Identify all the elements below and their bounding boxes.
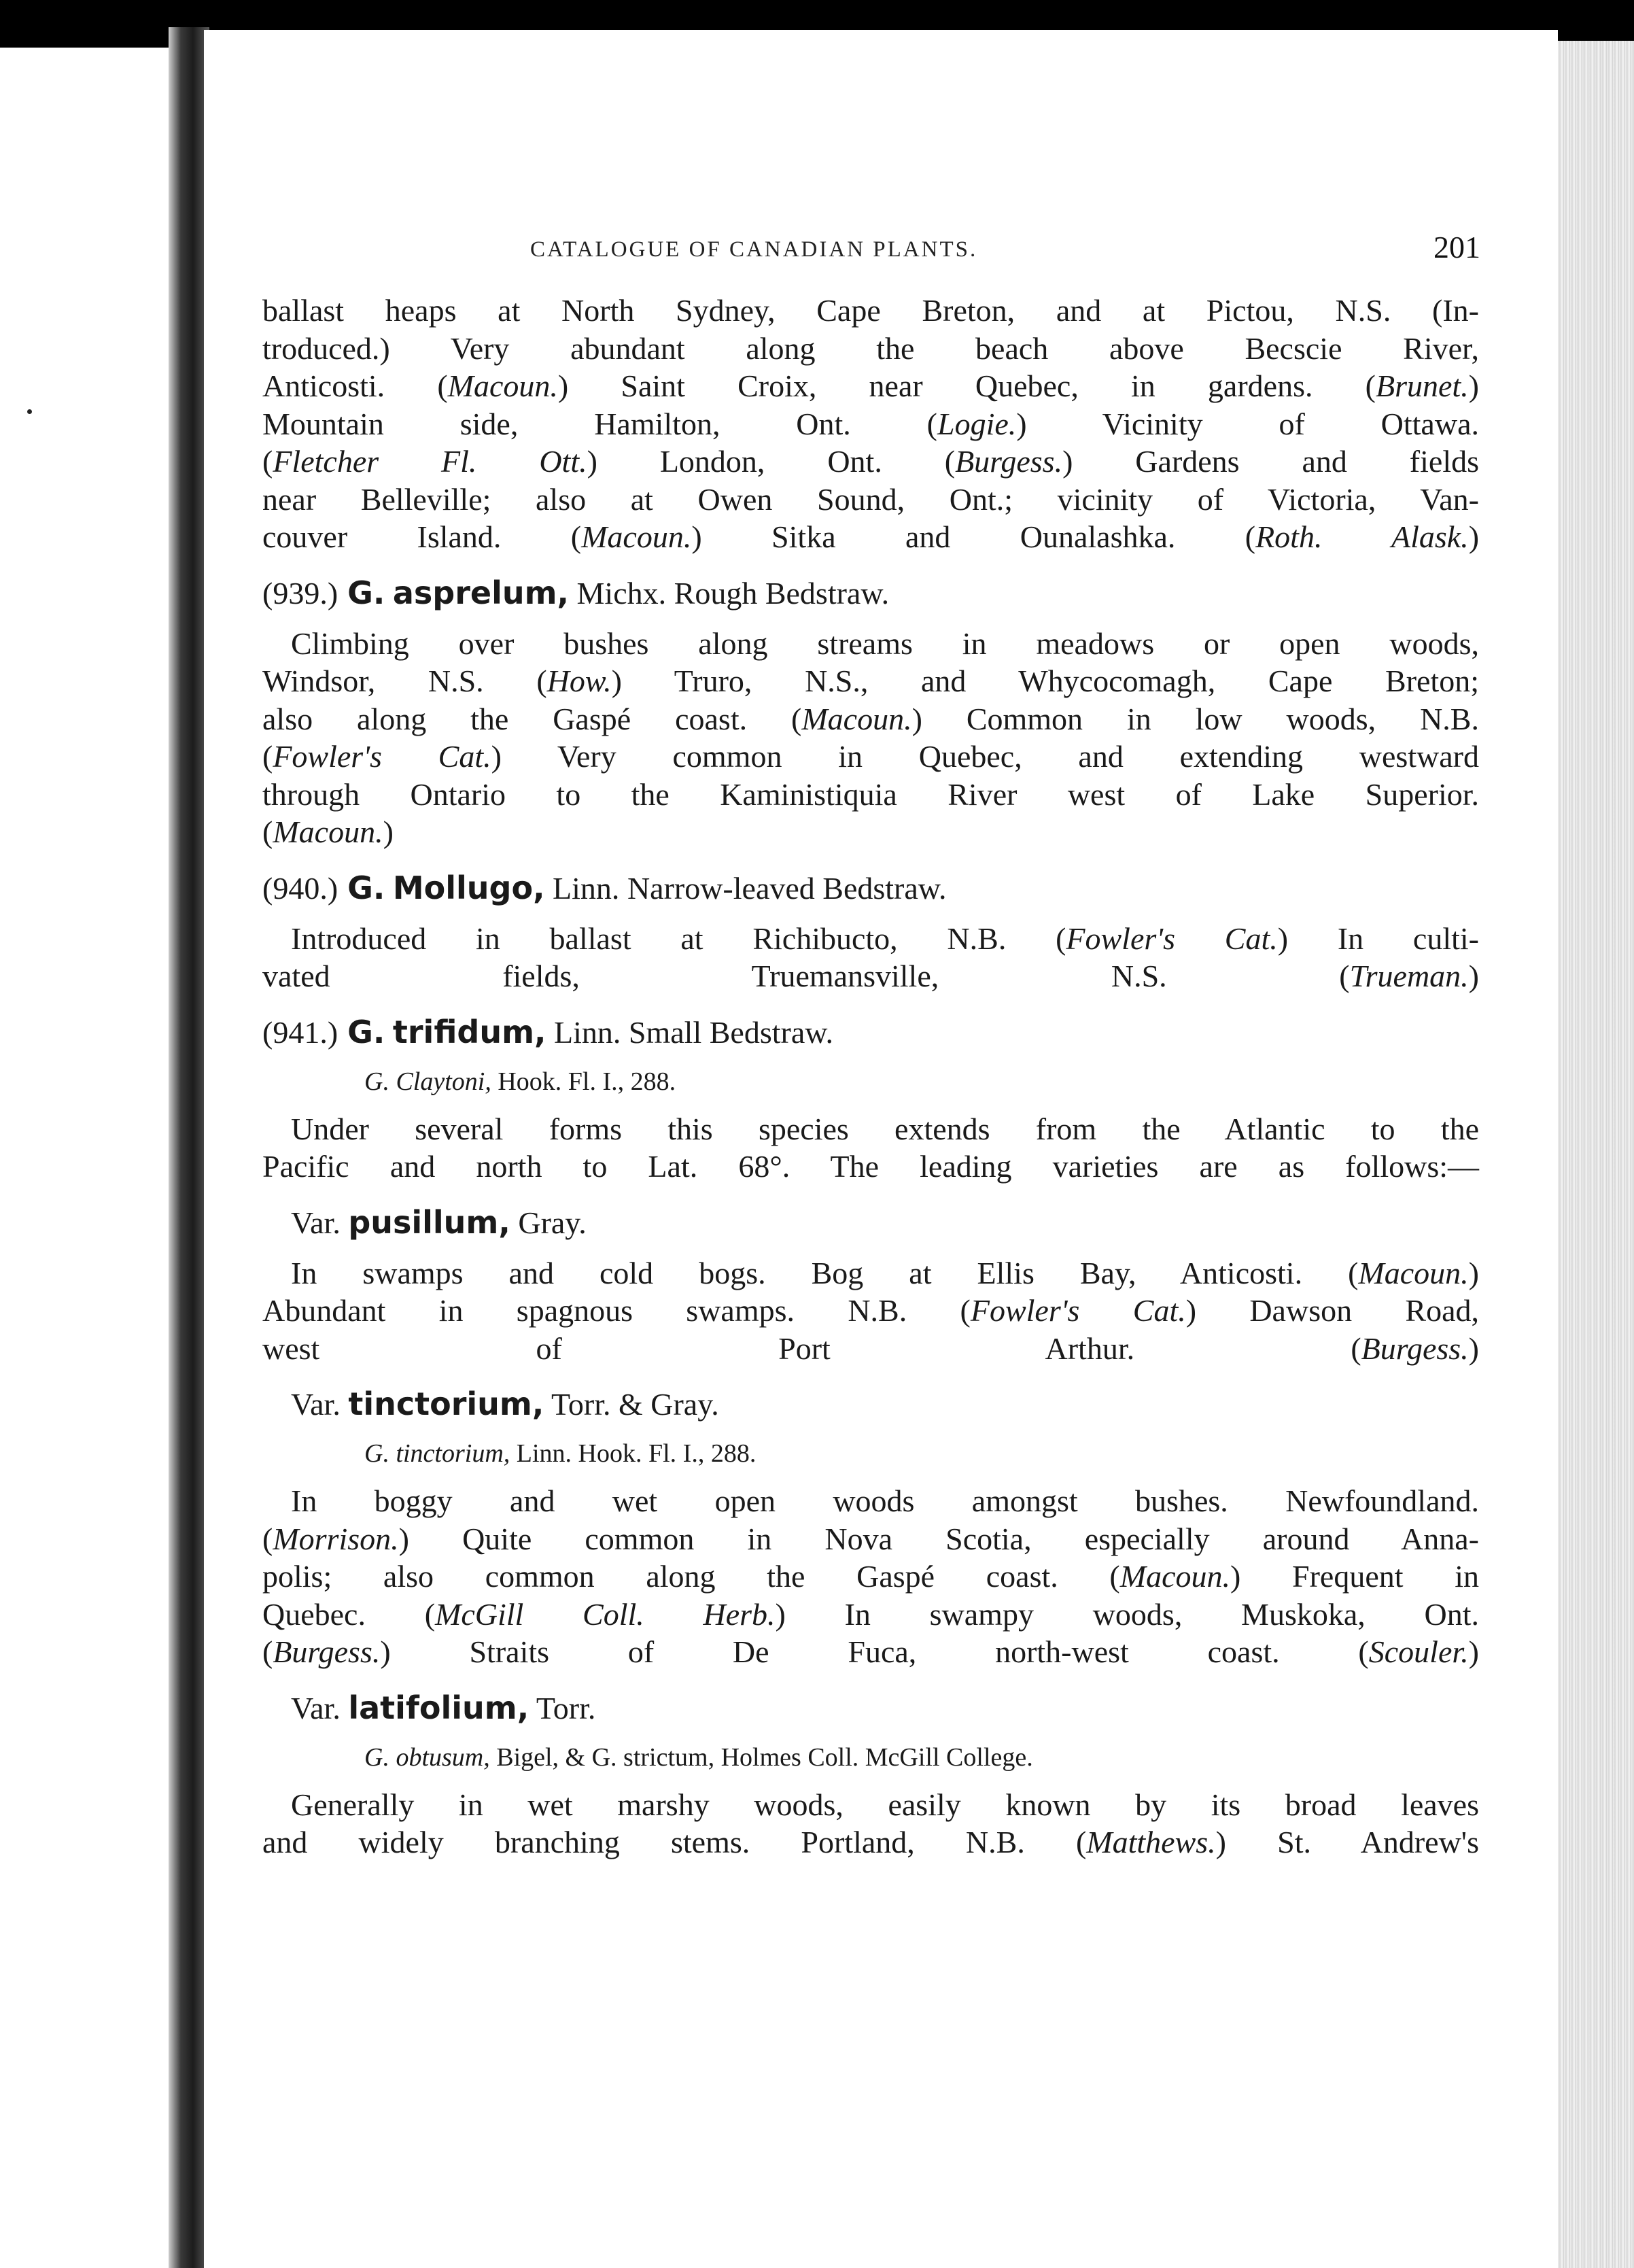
paragraph <box>262 920 1479 995</box>
line: Quebec. (McGill Coll. Herb.) In swampy woods, Muskoka, Ont. <box>262 1596 1479 1632</box>
author-citation: Torr. <box>536 1690 596 1725</box>
common-name: Narrow-leaved Bedstraw. <box>627 870 947 906</box>
line: through Ontario to the Kaministiquia River west of Lake Superior. <box>262 776 1479 812</box>
line: (Macoun.) <box>262 814 394 849</box>
species-name: Mollugo, <box>392 869 545 906</box>
line: also along the Gaspé coast. (Macoun.) Common in low woods, N.B. <box>262 701 1479 736</box>
line: near Belleville; also at Owen Sound, Ont.; vicinity of Victoria, Van- <box>262 481 1479 517</box>
page-stack-edge <box>1558 41 1634 2268</box>
variety-heading <box>262 1202 1479 1243</box>
line: (Fletcher Fl. Ott.) London, Ont. (Burgess.) Gardens and fields <box>262 444 1479 479</box>
variety-label: Var. <box>291 1205 341 1240</box>
variety-label: Var. <box>291 1690 341 1725</box>
line: In boggy and wet open woods amongst bushes. Newfoundland. <box>291 1483 1479 1518</box>
variety-name: pusillum, <box>348 1203 510 1241</box>
paragraph <box>262 292 1479 556</box>
author-citation: Torr. & Gray. <box>551 1387 719 1422</box>
synonym-name: G. obtusum, <box>364 1742 490 1772</box>
book-page <box>204 30 1558 2268</box>
scan-speck <box>27 409 32 414</box>
author-citation: Linn. <box>553 870 620 906</box>
genus-abbrev: G. <box>347 869 385 906</box>
species-heading <box>262 867 1479 909</box>
line: Windsor, N.S. (How.) Truro, N.S., and Whycocomagh, Cape Breton; <box>262 664 1479 698</box>
species-name: trifidum, <box>392 1013 546 1050</box>
synonym-name: G. tinctorium, <box>364 1439 510 1468</box>
genus-abbrev: G. <box>347 1013 385 1050</box>
common-name: Small Bedstraw. <box>628 1014 833 1050</box>
species-heading <box>262 572 1479 614</box>
line: and widely branching stems. Portland, N.B. (Matthews.) St. Andrew's <box>262 1825 1479 1859</box>
synonym-line <box>262 1064 1479 1099</box>
line: ballast heaps at North Sydney, Cape Breton, and at Pictou, N.S. (In- <box>262 293 1479 328</box>
line: (Fowler's Cat.) Very common in Quebec, and extending westward <box>262 739 1479 774</box>
synonym-line <box>262 1740 1479 1775</box>
line: (Burgess.) Straits of De Fuca, north-west coast. (Scouler.) <box>262 1634 1479 1669</box>
line: west of Port Arthur. (Burgess.) <box>262 1330 1479 1366</box>
species-name: asprelum, <box>392 574 570 611</box>
line: vated fields, Truemansville, N.S. (Trueman.) <box>262 959 1479 993</box>
author-citation: Michx. <box>576 575 667 611</box>
book-gutter <box>169 27 209 2268</box>
paragraph <box>262 1482 1479 1671</box>
author-citation: Linn. <box>554 1014 621 1050</box>
author-citation: Gray. <box>518 1205 587 1240</box>
species-number: (940.) <box>262 870 338 906</box>
line: In swamps and cold bogs. Bog at Ellis Bay, Anticosti. (Macoun.) <box>291 1255 1479 1290</box>
genus-abbrev: G. <box>347 574 385 611</box>
paragraph <box>262 1254 1479 1368</box>
catalogue-text <box>262 292 1479 1861</box>
paragraph <box>262 1110 1479 1186</box>
line: troduced.) Very abundant along the beach above Becscie River, <box>262 330 1479 366</box>
line: Pacific and north to Lat. 68°. The leading varieties are as follows:— <box>262 1149 1479 1184</box>
species-number: (941.) <box>262 1014 338 1050</box>
line: Climbing over bushes along streams in meadows or open woods, <box>291 625 1479 661</box>
paragraph <box>262 625 1479 851</box>
synonym-reference: Hook. Fl. I., 288. <box>498 1067 676 1096</box>
synonym-reference: Linn. Hook. Fl. I., 288. <box>516 1439 757 1468</box>
variety-heading <box>262 1384 1479 1425</box>
line: Abundant in spagnous swamps. N.B. (Fowler's Cat.) Dawson Road, <box>262 1293 1479 1328</box>
running-head <box>204 230 1558 278</box>
line: (Morrison.) Quite common in Nova Scotia, especially around Anna- <box>262 1521 1479 1556</box>
line: Anticosti. (Macoun.) Saint Croix, near Quebec, in gardens. (Brunet.) <box>262 368 1479 403</box>
synonym-line <box>262 1436 1479 1471</box>
line: Under several forms this species extends from the Atlantic to the <box>291 1111 1479 1146</box>
species-number: (939.) <box>262 575 338 611</box>
variety-name: tinctorium, <box>348 1386 544 1422</box>
common-name: Rough Bedstraw. <box>674 575 890 611</box>
species-heading <box>262 1012 1479 1053</box>
facing-page-edge <box>0 48 175 2268</box>
line: Generally in wet marshy woods, easily known by its broad leaves <box>291 1787 1479 1822</box>
variety-heading <box>262 1687 1479 1729</box>
variety-name: latifolium, <box>348 1689 529 1726</box>
synonym-name: G. Claytoni, <box>364 1067 491 1096</box>
paragraph <box>262 1786 1479 1861</box>
line: polis; also common along the Gaspé coast. (Macoun.) Frequent in <box>262 1559 1479 1594</box>
line: Mountain side, Hamilton, Ont. (Logie.) Vicinity of Ottawa. <box>262 406 1479 441</box>
page-number: 201 <box>1433 230 1480 264</box>
synonym-reference: Bigel, & G. strictum, Holmes Coll. McGill College. <box>496 1742 1033 1772</box>
variety-label: Var. <box>291 1387 341 1422</box>
line: Introduced in ballast at Richibucto, N.B. (Fowler's Cat.) In culti- <box>291 921 1479 956</box>
line: couver Island. (Macoun.) Sitka and Ounalashka. (Roth. Alask.) <box>262 519 1480 554</box>
running-head-title: CATALOGUE OF CANADIAN PLANTS. <box>530 237 978 262</box>
